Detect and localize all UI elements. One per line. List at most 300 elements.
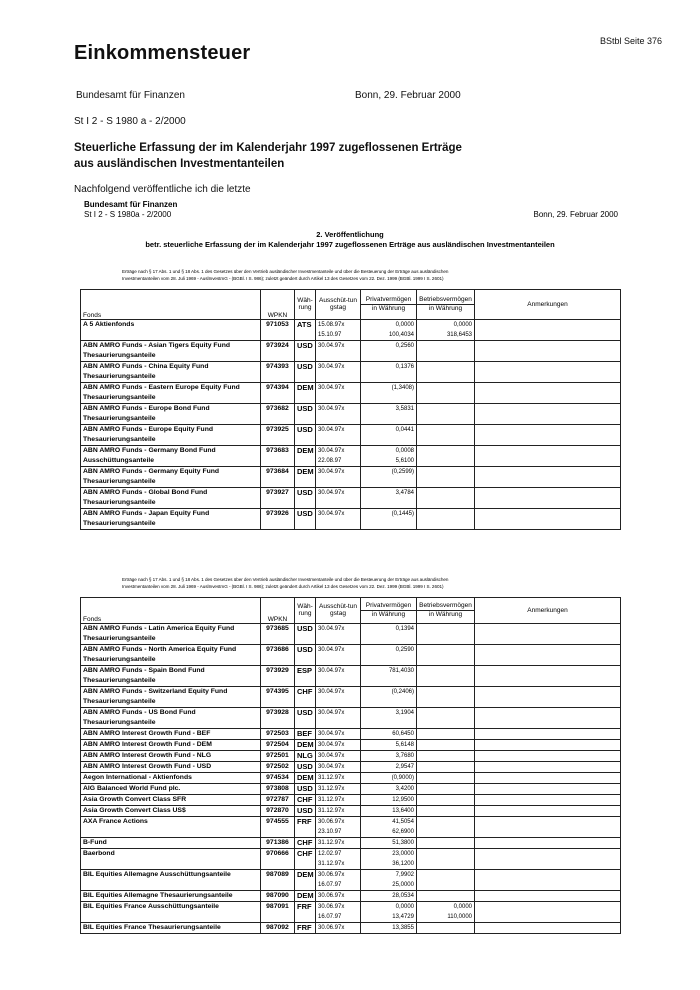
scan-publication: 2. Veröffentlichung <box>316 230 384 239</box>
currency-cell <box>295 624 316 645</box>
currency-value: DEM <box>297 870 314 879</box>
fund-cell <box>81 624 261 645</box>
currency-value: DEM <box>297 446 314 455</box>
currency-cell <box>295 341 316 362</box>
privat-cell <box>361 902 417 923</box>
col-wpkn: WPKN <box>261 290 295 320</box>
table-row <box>81 708 621 729</box>
fund-value: ABN AMRO Interest Growth Fund - DEM <box>83 741 212 748</box>
wpkn-value: 974394 <box>266 384 289 391</box>
wpkn-cell <box>261 773 295 784</box>
date-value: 16.07.97 <box>318 914 342 920</box>
wpkn-value: 973926 <box>266 510 289 517</box>
privat-value: (0,2599) <box>391 469 414 475</box>
privat-value: 5,6148 <box>395 742 414 748</box>
privat-cell <box>361 849 417 870</box>
date-cell <box>316 773 361 784</box>
wpkn-cell <box>261 488 295 509</box>
date-cell <box>316 488 361 509</box>
betrieb-value: 0,0000 <box>453 904 472 910</box>
date-value: 30.06.97x <box>318 904 345 910</box>
privat-value: 13,3855 <box>392 925 414 931</box>
betrieb-cell <box>417 362 475 383</box>
privat-cell <box>361 795 417 806</box>
currency-value: USD <box>297 806 313 815</box>
date-value: 30.04.97x <box>318 448 345 454</box>
table-row <box>81 687 621 708</box>
betrieb-value: 0,0000 <box>453 322 472 328</box>
betrieb-cell <box>417 708 475 729</box>
fund-value: Thesaurierungsanteile <box>83 499 156 506</box>
wpkn-cell <box>261 645 295 666</box>
currency-cell <box>295 870 316 891</box>
note-cell <box>475 740 621 751</box>
currency-value: USD <box>297 708 313 717</box>
betrieb-cell <box>417 509 475 530</box>
table-row <box>81 645 621 666</box>
date-cell <box>316 624 361 645</box>
betrieb-cell <box>417 762 475 773</box>
privat-value: (0,2406) <box>391 689 414 695</box>
currency-value: DEM <box>297 740 314 749</box>
wpkn-cell <box>261 341 295 362</box>
date-value: 15.10.97 <box>318 332 342 338</box>
fund-cell <box>81 404 261 425</box>
date-value: 31.12.97x <box>318 786 345 792</box>
fund-cell <box>81 467 261 488</box>
privat-cell <box>361 838 417 849</box>
privat-value: 25,0000 <box>392 882 414 888</box>
table-row <box>81 404 621 425</box>
col-betrieb <box>417 290 475 320</box>
privat-value: (0,9000) <box>391 775 414 781</box>
fund-cell <box>81 341 261 362</box>
wpkn-value: 972501 <box>266 752 289 759</box>
table-row <box>81 891 621 902</box>
currency-value: USD <box>297 645 313 654</box>
col-anmerkungen: Anmerkungen <box>475 598 621 624</box>
note-cell <box>475 425 621 446</box>
date-value: 30.04.97x <box>318 753 345 759</box>
date-value: 12.02.97 <box>318 851 342 857</box>
date-cell <box>316 320 361 341</box>
fund-cell <box>81 817 261 838</box>
currency-value: FRF <box>297 817 312 826</box>
privat-cell <box>361 488 417 509</box>
heading-line-2: aus ausländischen Investmentanteilen <box>74 158 285 170</box>
privat-cell <box>361 784 417 795</box>
currency-value: DEM <box>297 773 314 782</box>
col-privat-label: Privatvermögen <box>365 602 412 609</box>
wpkn-value: 974555 <box>266 818 289 825</box>
fund-value: ABN AMRO Funds - Europe Equity Fund <box>83 426 214 433</box>
date-cell <box>316 784 361 795</box>
date-value: 31.12.97x <box>318 840 345 846</box>
date-cell <box>316 362 361 383</box>
fund-value: AIG Balanced World Fund plc. <box>83 785 181 792</box>
fund-cell <box>81 362 261 383</box>
fund-value: ABN AMRO Funds - Spain Bond Fund <box>83 667 205 674</box>
col-waehrung: Wäh-rung <box>295 290 316 320</box>
date-cell <box>316 838 361 849</box>
currency-cell <box>295 891 316 902</box>
currency-cell <box>295 784 316 795</box>
date-cell <box>316 891 361 902</box>
currency-cell <box>295 467 316 488</box>
scan-date: Bonn, 29. Februar 2000 <box>533 210 618 219</box>
wpkn-value: 973682 <box>266 405 289 412</box>
fund-value: Thesaurierungsanteile <box>83 373 156 380</box>
privat-value: 12,9500 <box>392 797 414 803</box>
privat-value: (0,1445) <box>391 511 414 517</box>
note-cell <box>475 446 621 467</box>
wpkn-cell <box>261 902 295 923</box>
date-cell <box>316 404 361 425</box>
wpkn-cell <box>261 666 295 687</box>
date-value: 30.04.97x <box>318 689 345 695</box>
note-cell <box>475 849 621 870</box>
betrieb-cell <box>417 687 475 708</box>
date-value: 30.04.97x <box>318 427 345 433</box>
betrieb-cell <box>417 870 475 891</box>
note-cell <box>475 751 621 762</box>
table-row <box>81 773 621 784</box>
wpkn-cell <box>261 708 295 729</box>
privat-cell <box>361 509 417 530</box>
privat-value: 0,1376 <box>395 364 414 370</box>
fund-value: B-Fund <box>83 839 107 846</box>
wpkn-value: 972504 <box>266 741 289 748</box>
note-cell <box>475 870 621 891</box>
wpkn-cell <box>261 425 295 446</box>
note-cell <box>475 795 621 806</box>
privat-cell <box>361 362 417 383</box>
date-value: 30.04.97x <box>318 343 345 349</box>
privat-value: 0,1394 <box>395 626 414 632</box>
col-betrieb-label: Betriebsvermögen <box>419 296 472 303</box>
privat-cell <box>361 320 417 341</box>
fund-value: Thesaurierungsanteile <box>83 656 156 663</box>
privat-value: 3,7680 <box>395 753 414 759</box>
col-betrieb <box>417 598 475 624</box>
currency-cell <box>295 362 316 383</box>
fund-cell <box>81 740 261 751</box>
table-row <box>81 446 621 467</box>
fund-value: Thesaurierungsanteile <box>83 352 156 359</box>
fund-cell <box>81 870 261 891</box>
note-cell <box>475 729 621 740</box>
betrieb-cell <box>417 425 475 446</box>
betrieb-cell <box>417 645 475 666</box>
fund-value: ABN AMRO Funds - Switzerland Equity Fund <box>83 688 228 695</box>
currency-cell <box>295 320 316 341</box>
date-cell <box>316 509 361 530</box>
betrieb-cell <box>417 404 475 425</box>
note-cell <box>475 923 621 934</box>
date-cell <box>316 383 361 404</box>
wpkn-cell <box>261 806 295 817</box>
privat-cell <box>361 773 417 784</box>
table-row <box>81 902 621 923</box>
wpkn-cell <box>261 509 295 530</box>
currency-cell <box>295 708 316 729</box>
heading-line-1: Steuerliche Erfassung der im Kalenderjahr 1997 zugeflossenen Erträge <box>74 142 462 154</box>
currency-value: ATS <box>297 320 312 329</box>
betrieb-cell <box>417 341 475 362</box>
fund-cell <box>81 773 261 784</box>
currency-value: USD <box>297 509 313 518</box>
note-cell <box>475 404 621 425</box>
note-cell <box>475 708 621 729</box>
col-fonds: Fonds <box>81 290 261 320</box>
betrieb-cell <box>417 923 475 934</box>
fund-cell <box>81 762 261 773</box>
currency-value: DEM <box>297 383 314 392</box>
fund-cell <box>81 891 261 902</box>
fund-value: Thesaurierungsanteile <box>83 677 156 684</box>
note-cell <box>475 467 621 488</box>
date-cell <box>316 687 361 708</box>
date-value: 31.12.97x <box>318 797 345 803</box>
fund-value: Thesaurierungsanteile <box>83 415 156 422</box>
date-value: 30.04.97x <box>318 626 345 632</box>
table-row <box>81 509 621 530</box>
note-cell <box>475 838 621 849</box>
date-cell <box>316 740 361 751</box>
fund-value: BIL Equities Allemagne Thesaurierungsanteile <box>83 892 233 899</box>
privat-value: 3,1904 <box>395 710 414 716</box>
table-row <box>81 362 621 383</box>
wpkn-value: 972502 <box>266 763 289 770</box>
currency-cell <box>295 488 316 509</box>
wpkn-cell <box>261 687 295 708</box>
privat-cell <box>361 624 417 645</box>
note-cell <box>475 645 621 666</box>
note-cell <box>475 773 621 784</box>
col-waehrung: Wäh-rung <box>295 598 316 624</box>
col-privat <box>361 598 417 624</box>
currency-cell <box>295 849 316 870</box>
note-cell <box>475 341 621 362</box>
fund-cell <box>81 806 261 817</box>
col-privat-label: Privatvermögen <box>365 296 412 303</box>
date-cell <box>316 817 361 838</box>
betrieb-cell <box>417 784 475 795</box>
date-value: 30.04.97x <box>318 742 345 748</box>
table-row <box>81 425 621 446</box>
note-cell <box>475 666 621 687</box>
currency-cell <box>295 687 316 708</box>
fund-value: AXA France Actions <box>83 818 148 825</box>
betrieb-value: 318,6453 <box>446 332 472 338</box>
fund-value: ABN AMRO Funds - Germany Bond Fund <box>83 447 216 454</box>
date-cell <box>316 849 361 870</box>
col-privat <box>361 290 417 320</box>
document-title: Einkommensteuer <box>74 42 251 64</box>
fund-value: ABN AMRO Funds - Global Bond Fund <box>83 489 208 496</box>
fund-cell <box>81 708 261 729</box>
fund-cell <box>81 425 261 446</box>
date-value: 16.07.97 <box>318 882 342 888</box>
wpkn-cell <box>261 320 295 341</box>
intro-text: Nachfolgend veröffentliche ich die letzte <box>74 184 251 195</box>
table-row <box>81 383 621 404</box>
fund-value: ABN AMRO Funds - Germany Equity Fund <box>83 468 220 475</box>
privat-value: 36,1200 <box>392 861 414 867</box>
privat-cell <box>361 425 417 446</box>
wpkn-value: 972870 <box>266 807 289 814</box>
privat-value: 781,4030 <box>388 668 414 674</box>
legal-note-1 <box>122 268 582 282</box>
currency-value: NLG <box>297 751 313 760</box>
fund-cell <box>81 687 261 708</box>
col-ausschuettungstag: Ausschüt-tungstag <box>316 598 361 624</box>
betrieb-cell <box>417 773 475 784</box>
privat-value: 100,4034 <box>388 332 414 338</box>
currency-cell <box>295 762 316 773</box>
fund-value: Asia Growth Convert Class US$ <box>83 807 186 814</box>
date-cell <box>316 467 361 488</box>
reference-number: St I 2 - S 1980 a - 2/2000 <box>74 116 186 127</box>
place-date: Bonn, 29. Februar 2000 <box>355 90 461 101</box>
fund-cell <box>81 838 261 849</box>
note-cell <box>475 891 621 902</box>
fund-value: BIL Equities Allemagne Ausschüttungsanteile <box>83 871 231 878</box>
privat-cell <box>361 467 417 488</box>
currency-value: CHF <box>297 795 313 804</box>
betrieb-cell <box>417 838 475 849</box>
fund-cell <box>81 729 261 740</box>
date-cell <box>316 425 361 446</box>
wpkn-value: 971053 <box>266 321 289 328</box>
currency-value: USD <box>297 404 313 413</box>
fund-value: BIL Equities France Ausschüttungsanteile <box>83 903 219 910</box>
betrieb-value: 110,0000 <box>447 914 472 920</box>
privat-cell <box>361 666 417 687</box>
wpkn-value: 987091 <box>266 903 289 910</box>
table-row <box>81 870 621 891</box>
fund-value: Thesaurierungsanteile <box>83 520 156 527</box>
currency-cell <box>295 795 316 806</box>
betrieb-cell <box>417 467 475 488</box>
betrieb-cell <box>417 740 475 751</box>
privat-value: 0,0441 <box>395 427 414 433</box>
privat-cell <box>361 806 417 817</box>
date-cell <box>316 341 361 362</box>
wpkn-cell <box>261 838 295 849</box>
table-row <box>81 806 621 817</box>
currency-value: DEM <box>297 467 314 476</box>
wpkn-value: 970666 <box>266 850 289 857</box>
date-value: 30.04.97x <box>318 385 345 391</box>
fund-cell <box>81 795 261 806</box>
wpkn-value: 987092 <box>266 924 289 931</box>
betrieb-cell <box>417 666 475 687</box>
legal-note-line: Investmentanteilen vom 28. Juli 1969 - AuslInvestmG - (BGBl. I S. 986); zuletzt geändert durch Artikel 13 des Gesetzes vom 22. Dez. 1999 (BGBl. 1999 I S. 2601) <box>122 276 444 281</box>
fund-value: BIL Equities France Thesaurierungsanteile <box>83 924 221 931</box>
fund-value: ABN AMRO Funds - Asian Tigers Equity Fund <box>83 342 231 349</box>
privat-value: 23,0000 <box>392 851 414 857</box>
table-row <box>81 817 621 838</box>
date-value: 30.04.97x <box>318 764 345 770</box>
wpkn-value: 973684 <box>266 468 289 475</box>
fund-value: Thesaurierungsanteile <box>83 698 156 705</box>
privat-value: 3,4784 <box>395 490 414 496</box>
col-privat-sub: in Währung <box>361 304 416 313</box>
wpkn-cell <box>261 870 295 891</box>
currency-cell <box>295 838 316 849</box>
betrieb-cell <box>417 891 475 902</box>
table-row <box>81 923 621 934</box>
date-value: 30.06.97x <box>318 872 345 878</box>
currency-value: CHF <box>297 687 313 696</box>
date-cell <box>316 666 361 687</box>
currency-value: USD <box>297 425 313 434</box>
currency-value: USD <box>297 362 313 371</box>
privat-cell <box>361 645 417 666</box>
privat-cell <box>361 383 417 404</box>
privat-value: 0,2560 <box>395 343 414 349</box>
col-anmerkungen: Anmerkungen <box>475 290 621 320</box>
wpkn-value: 973928 <box>266 709 289 716</box>
privat-value: 28,0534 <box>392 893 414 899</box>
wpkn-value: 973927 <box>266 489 289 496</box>
note-cell <box>475 320 621 341</box>
date-cell <box>316 708 361 729</box>
fund-value: Baerbond <box>83 850 115 857</box>
privat-value: 2,9547 <box>395 764 414 770</box>
scan-subject: betr. steuerliche Erfassung der im Kalenderjahr 1997 zugeflossenen Erträge aus ausländischen Investmentanteilen <box>145 240 555 249</box>
privat-value: 0,0000 <box>395 322 414 328</box>
betrieb-cell <box>417 751 475 762</box>
privat-cell <box>361 446 417 467</box>
wpkn-cell <box>261 740 295 751</box>
col-betrieb-label: Betriebsvermögen <box>419 602 472 609</box>
page-label: BStbl Seite 376 <box>599 36 662 46</box>
funds-table-2 <box>80 597 621 934</box>
col-ausschuettungstag: Ausschüt-tungstag <box>316 290 361 320</box>
privat-value: 0,0008 <box>395 448 414 454</box>
wpkn-cell <box>261 795 295 806</box>
wpkn-cell <box>261 404 295 425</box>
currency-cell <box>295 902 316 923</box>
wpkn-value: 973685 <box>266 625 289 632</box>
date-cell <box>316 729 361 740</box>
currency-value: USD <box>297 624 313 633</box>
currency-value: USD <box>297 341 313 350</box>
wpkn-value: 973686 <box>266 646 289 653</box>
wpkn-value: 973683 <box>266 447 289 454</box>
fund-cell <box>81 902 261 923</box>
date-cell <box>316 751 361 762</box>
wpkn-cell <box>261 762 295 773</box>
table-row <box>81 795 621 806</box>
table-row <box>81 838 621 849</box>
date-value: 31.12.97x <box>318 808 345 814</box>
fund-cell <box>81 446 261 467</box>
date-cell <box>316 870 361 891</box>
scan-authority: Bundesamt für Finanzen <box>84 200 178 209</box>
currency-cell <box>295 817 316 838</box>
fund-value: Thesaurierungsanteile <box>83 719 156 726</box>
legal-note-line: Erträge nach § 17 Abs. 1 und § 18 Abs. 1 des Gesetzes über den Vertrieb ausländischer Investmentanteile und über die Besteuerung der Erträge aus ausländischen <box>122 577 449 582</box>
fund-value: ABN AMRO Funds - Latin America Equity Fund <box>83 625 235 632</box>
date-value: 23.10.97 <box>318 829 342 835</box>
wpkn-cell <box>261 751 295 762</box>
wpkn-value: 974393 <box>266 363 289 370</box>
currency-cell <box>295 425 316 446</box>
date-value: 30.06.97x <box>318 925 345 931</box>
